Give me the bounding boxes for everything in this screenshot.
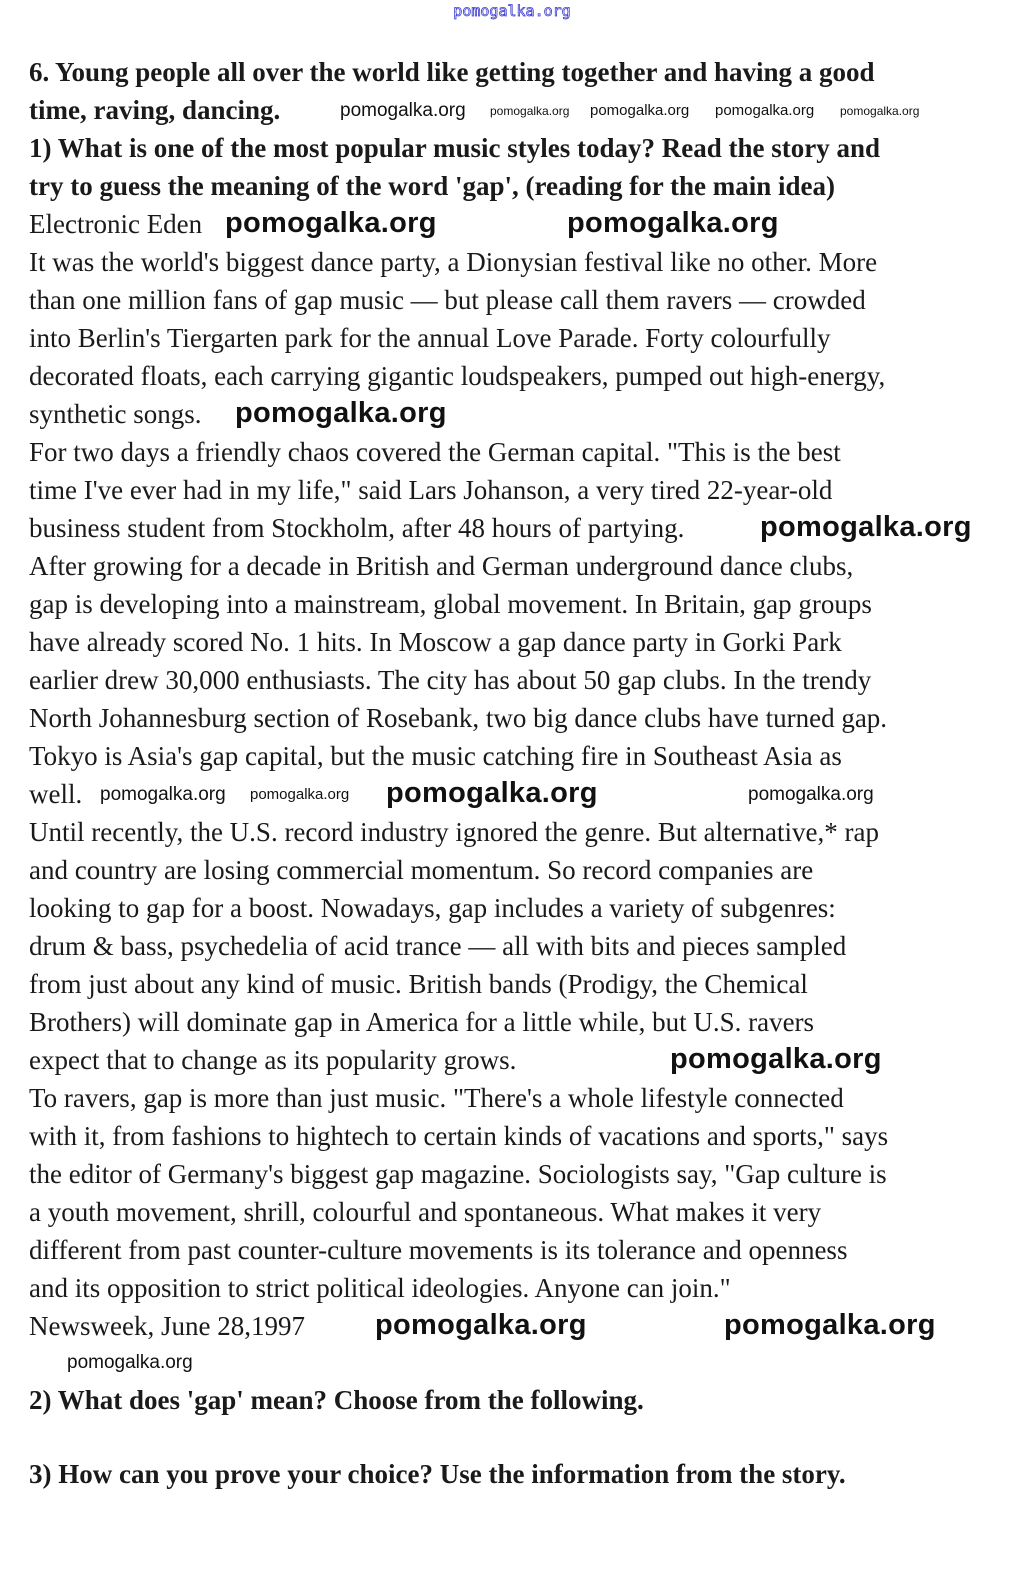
story-line: have already scored No. 1 hits. In Moscow a gap dance party in Gorki Park xyxy=(29,627,842,657)
story-line: different from past counter-culture movements is its tolerance and openness xyxy=(29,1235,848,1265)
story-line: a youth movement, shrill, colourful and spontaneous. What makes it very xyxy=(29,1197,822,1227)
story-line: from just about any kind of music. British bands (Prodigy, the Chemical xyxy=(29,969,808,999)
story-line: and its opposition to strict political ideologies. Anyone can join." xyxy=(29,1273,731,1303)
story-line: and country are losing commercial momentum. So record companies are xyxy=(29,855,814,885)
watermark: pomogalka.org xyxy=(225,207,437,239)
question-1: 1) What is one of the most popular music styles today? Read the story and xyxy=(29,133,881,163)
story-line: the editor of Germany's biggest gap magazine. Sociologists say, "Gap culture is xyxy=(29,1159,887,1189)
story-line: earlier drew 30,000 enthusiasts. The city has about 50 gap clubs. In the trendy xyxy=(29,665,872,695)
story-line: gap is developing into a mainstream, global movement. In Britain, gap groups xyxy=(29,589,872,619)
watermark: pomogalka.org xyxy=(670,1043,882,1075)
watermark: pomogalka.org xyxy=(100,784,226,805)
watermark: pomogalka.org xyxy=(375,1309,587,1341)
story-line: expect that to change as its popularity grows. xyxy=(29,1045,517,1075)
watermark: pomogalka.org xyxy=(250,786,350,803)
question-3: 3) How can you prove your choice? Use the information from the story. xyxy=(29,1459,846,1489)
story-line: Tokyo is Asia's gap capital, but the music catching fire in Southeast Asia as xyxy=(29,741,842,771)
task-content xyxy=(29,53,989,1493)
story-line: North Johannesburg section of Rosebank, two big dance clubs have turned gap. xyxy=(29,703,888,733)
story-line: than one million fans of gap music — but please call them ravers — crowded xyxy=(29,285,866,315)
story-line: Brothers) will dominate gap in America for a little while, but U.S. ravers xyxy=(29,1007,815,1037)
story-title: Electronic Eden xyxy=(29,209,203,239)
watermark: pomogalka.org xyxy=(235,397,447,429)
watermark: pomogalka.org xyxy=(567,207,779,239)
story-line: After growing for a decade in British and German underground dance clubs, xyxy=(29,551,854,581)
watermark: pomogalka.org xyxy=(67,1352,193,1373)
story-line: drum & bass, psychedelia of acid trance — all with bits and pieces sampled xyxy=(29,931,847,961)
story-source: Newsweek, June 28,1997 xyxy=(29,1311,305,1341)
story-line: time I've ever had in my life," said Lars Johanson, a very tired 22-year-old xyxy=(29,475,833,505)
story-line: with it, from fashions to hightech to certain kinds of vacations and sports," says xyxy=(29,1121,889,1151)
story-line: synthetic songs. xyxy=(29,399,202,429)
story-line: into Berlin's Tiergarten park for the annual Love Parade. Forty colourfully xyxy=(29,323,831,353)
watermark: pomogalka.org xyxy=(760,511,972,543)
question-2: 2) What does 'gap' mean? Choose from the following. xyxy=(29,1385,644,1415)
watermark: pomogalka.org xyxy=(724,1309,936,1341)
story-line: It was the world's biggest dance party, a Dionysian festival like no other. More xyxy=(29,247,878,277)
watermark: pomogalka.org xyxy=(386,777,598,809)
story-line: looking to gap for a boost. Nowadays, gap includes a variety of subgenres: xyxy=(29,893,836,923)
story-line: For two days a friendly chaos covered the German capital. "This is the best xyxy=(29,437,841,467)
header-watermark: pomogalka.org xyxy=(453,2,571,20)
watermark: pomogalka.org xyxy=(840,104,920,118)
story-line: To ravers, gap is more than just music. "There's a whole lifestyle connected xyxy=(29,1083,844,1113)
story-line: business student from Stockholm, after 48 hours of partying. xyxy=(29,513,685,543)
story-line: well. xyxy=(29,779,83,809)
watermark: pomogalka.org xyxy=(490,104,570,118)
task-title: time, raving, dancing. xyxy=(29,95,281,125)
story-line: decorated floats, each carrying gigantic loudspeakers, pumped out high-energy, xyxy=(29,361,886,391)
watermark: pomogalka.org xyxy=(590,102,690,119)
story-line: Until recently, the U.S. record industry ignored the genre. But alternative,* rap xyxy=(29,817,879,847)
task-title: 6. Young people all over the world like getting together and having a good xyxy=(29,57,875,87)
question-1: try to guess the meaning of the word 'gap', (reading for the main idea) xyxy=(29,171,835,201)
watermark: pomogalka.org xyxy=(340,100,466,121)
watermark: pomogalka.org xyxy=(748,784,874,805)
watermark: pomogalka.org xyxy=(715,102,815,119)
